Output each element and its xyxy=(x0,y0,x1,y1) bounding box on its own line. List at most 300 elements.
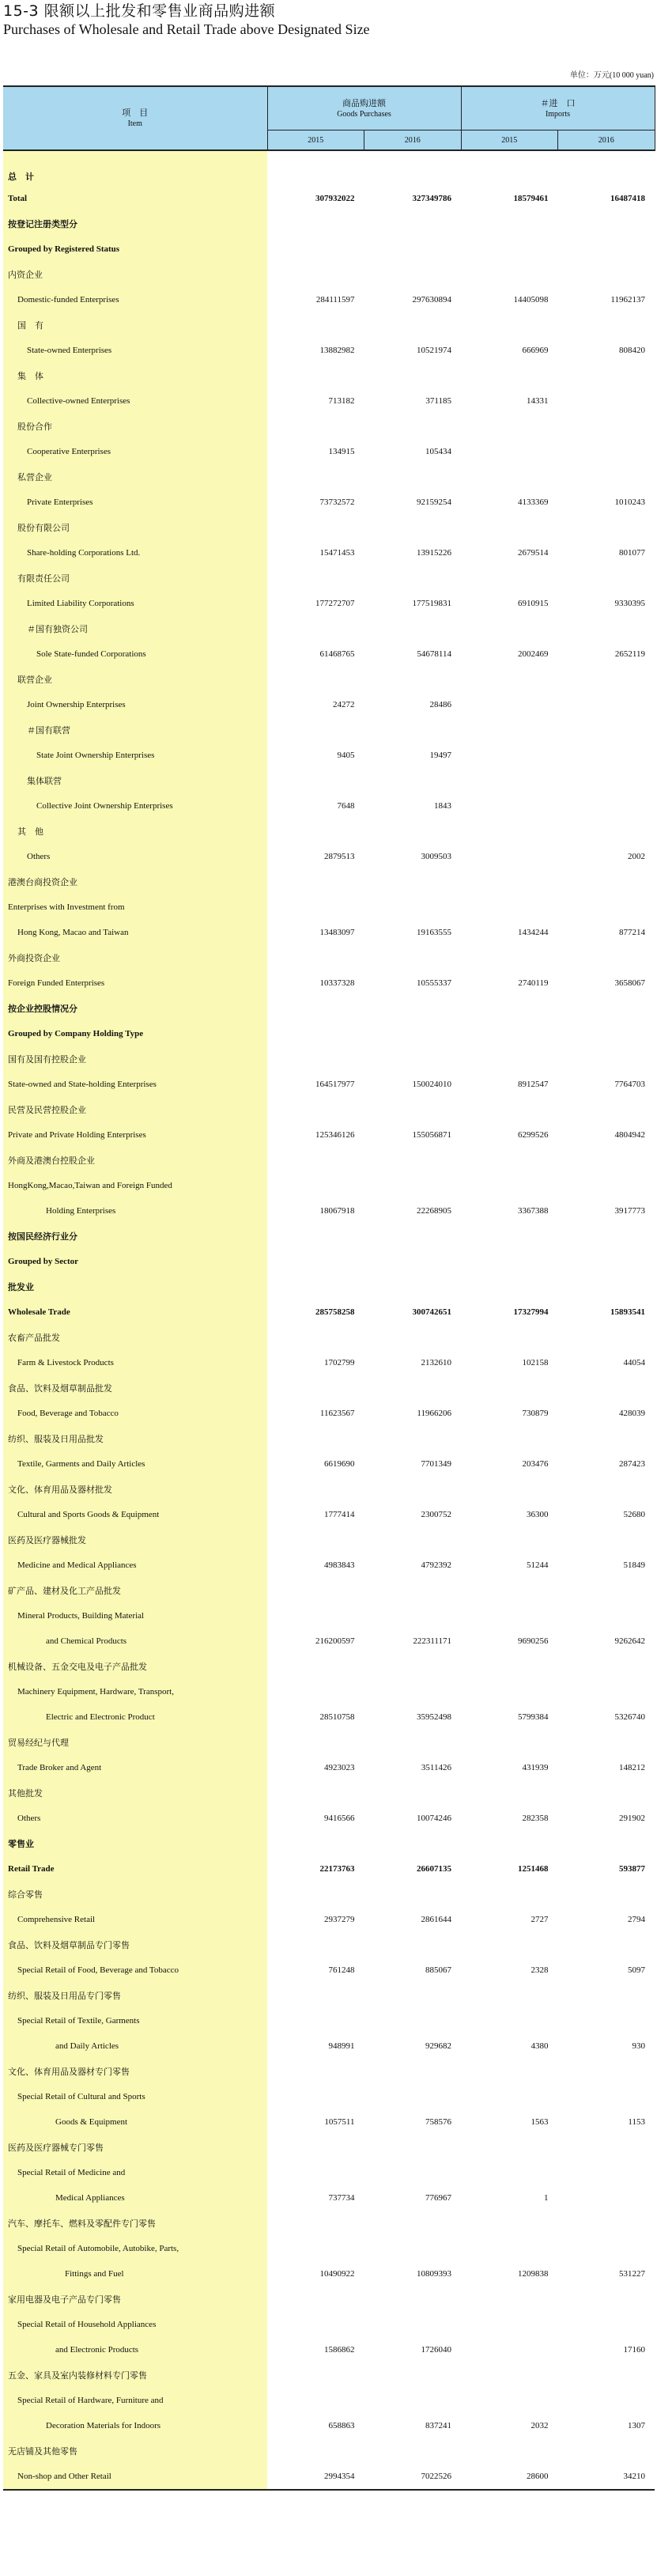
row-value: 1843 xyxy=(434,801,452,811)
table-row xyxy=(3,2008,655,2033)
row-label: Private Enterprises xyxy=(3,490,267,515)
table-row xyxy=(3,2312,655,2337)
row-value: 28510758 xyxy=(319,1712,355,1722)
row-label: 国有及国有控股企业 xyxy=(3,1046,267,1072)
row-label: Special Retail of Medicine and xyxy=(3,2160,267,2185)
table-row xyxy=(3,1907,655,1932)
row-value xyxy=(461,2160,558,2185)
table-row xyxy=(3,515,655,540)
row-value xyxy=(267,1325,364,1350)
table-row xyxy=(3,1198,655,1224)
row-label: 总 计 xyxy=(3,150,267,186)
row-value xyxy=(558,819,655,844)
row-value xyxy=(461,996,558,1021)
row-label: Share-holding Corporations Ltd. xyxy=(3,540,267,566)
row-value: 15893541 xyxy=(610,1307,646,1317)
row-value: 1057511 xyxy=(324,2117,355,2127)
row-value xyxy=(267,1578,364,1603)
row-value xyxy=(267,1148,364,1173)
row-value: 10337328 xyxy=(319,978,355,988)
row-value: 287423 xyxy=(619,1459,646,1469)
row-value xyxy=(558,2362,655,2388)
row-label: Grouped by Sector xyxy=(3,1249,267,1274)
row-value: 5799384 xyxy=(518,1712,549,1722)
row-value xyxy=(267,1679,364,1704)
table-row xyxy=(3,1730,655,1755)
row-value: 14331 xyxy=(527,396,549,406)
row-value xyxy=(558,1325,655,1350)
row-value: 134915 xyxy=(328,447,355,456)
row-label: Special Retail of Household Appliances xyxy=(3,2312,267,2337)
row-value xyxy=(558,2438,655,2464)
row-value xyxy=(364,1148,462,1173)
row-value xyxy=(461,2388,558,2413)
row-value xyxy=(267,1730,364,1755)
row-value xyxy=(267,236,364,262)
table-row xyxy=(3,1932,655,1958)
row-value xyxy=(461,1578,558,1603)
row-value xyxy=(558,1932,655,1958)
row-value xyxy=(461,312,558,338)
table-row xyxy=(3,1679,655,1704)
row-value: 73732572 xyxy=(319,497,355,507)
row-value: 203476 xyxy=(522,1459,549,1469)
table-row xyxy=(3,439,655,464)
table-body xyxy=(3,150,655,2490)
row-value xyxy=(461,566,558,591)
row-value xyxy=(267,996,364,1021)
table-row xyxy=(3,1831,655,1856)
row-value: 2132610 xyxy=(421,1358,452,1367)
table-row xyxy=(3,1553,655,1578)
row-value: 929682 xyxy=(425,2041,452,2051)
table-row xyxy=(3,464,655,490)
table-row xyxy=(3,2135,655,2160)
row-value xyxy=(364,945,462,970)
row-value xyxy=(558,566,655,591)
row-value xyxy=(461,844,558,869)
row-label: Private and Private Holding Enterprises xyxy=(3,1122,267,1148)
row-value xyxy=(461,2059,558,2084)
item-header-cn: 项 目 xyxy=(122,108,149,118)
row-value xyxy=(558,1046,655,1072)
row-value xyxy=(267,262,364,287)
row-value: 26607135 xyxy=(417,1864,452,1874)
row-value xyxy=(558,1274,655,1299)
row-value xyxy=(267,1983,364,2008)
table-row xyxy=(3,211,655,236)
row-value: 15471453 xyxy=(319,548,355,558)
row-value: 9416566 xyxy=(324,1814,355,1823)
row-value xyxy=(461,2312,558,2337)
row-value xyxy=(364,1882,462,1907)
item-column-header xyxy=(3,86,267,150)
row-value: 2994354 xyxy=(267,2464,364,2490)
row-value: 761248 xyxy=(328,1965,355,1975)
row-label: Sole State-funded Corporations xyxy=(3,641,267,667)
row-label: 文化、体育用品及器材专门零售 xyxy=(3,2059,267,2084)
row-value: 658863 xyxy=(328,2421,355,2430)
row-value: 11966206 xyxy=(417,1409,452,1418)
row-value xyxy=(558,2388,655,2413)
row-value xyxy=(267,1375,364,1401)
row-value xyxy=(364,1249,462,1274)
row-label: ＃国有联营 xyxy=(3,717,267,743)
table-row xyxy=(3,1654,655,1679)
row-label: 私营企业 xyxy=(3,464,267,490)
row-value xyxy=(461,1173,558,1198)
row-value xyxy=(461,1097,558,1122)
table-row xyxy=(3,1958,655,1983)
row-value xyxy=(364,2008,462,2033)
row-value xyxy=(364,262,462,287)
row-value xyxy=(364,2388,462,2413)
row-value: 9330395 xyxy=(614,599,646,608)
table-row xyxy=(3,970,655,996)
row-label: 零售业 xyxy=(3,1831,267,1856)
row-label: 港澳台商投资企业 xyxy=(3,869,267,895)
row-value: 1586862 xyxy=(324,2345,355,2355)
row-value: 4983843 xyxy=(324,1560,355,1570)
table-row xyxy=(3,1299,655,1325)
row-value: 737734 xyxy=(328,2193,355,2203)
row-value: 7701349 xyxy=(421,1459,452,1469)
row-label: Foreign Funded Enterprises xyxy=(3,970,267,996)
imports-header xyxy=(461,86,655,131)
row-value: 2032 xyxy=(531,2421,549,2430)
row-value: 300742651 xyxy=(412,1307,452,1317)
table-row xyxy=(3,1451,655,1477)
row-label: Limited Liability Corporations xyxy=(3,591,267,616)
row-value xyxy=(558,1375,655,1401)
row-value: 1434244 xyxy=(518,928,549,937)
row-value xyxy=(461,1730,558,1755)
row-value xyxy=(558,1882,655,1907)
row-label: and Chemical Products xyxy=(3,1628,267,1654)
row-label: 纺织、服装及日用品专门零售 xyxy=(3,1983,267,2008)
row-value xyxy=(558,1527,655,1553)
row-value xyxy=(461,945,558,970)
row-value: 44054 xyxy=(623,1358,646,1367)
table-row xyxy=(3,1502,655,1527)
row-value: 4380 xyxy=(531,2041,549,2051)
row-value xyxy=(267,2135,364,2160)
row-value: 6299526 xyxy=(518,1130,549,1140)
row-label: 其他批发 xyxy=(3,1780,267,1806)
row-value xyxy=(461,262,558,287)
row-value: 1010243 xyxy=(614,497,646,507)
row-value: 51244 xyxy=(527,1560,549,1570)
table-row xyxy=(3,1224,655,1249)
row-value: 371185 xyxy=(425,396,452,406)
row-value xyxy=(267,1426,364,1451)
table-row xyxy=(3,2033,655,2059)
row-value: 1209838 xyxy=(518,2269,549,2279)
table-row xyxy=(3,2211,655,2236)
table-row xyxy=(3,287,655,312)
row-label: 医药及医疗器械批发 xyxy=(3,1527,267,1553)
row-value: 102158 xyxy=(522,1358,549,1367)
row-label: 食品、饮料及烟草制品专门零售 xyxy=(3,1932,267,1958)
row-value xyxy=(267,1173,364,1198)
row-label: 有限责任公司 xyxy=(3,566,267,591)
row-label: 按国民经济行业分 xyxy=(3,1224,267,1249)
row-value xyxy=(558,1148,655,1173)
table-row xyxy=(3,1755,655,1780)
row-value: 177519831 xyxy=(412,599,452,608)
row-label: 家用电器及电子产品专门零售 xyxy=(3,2287,267,2312)
row-value xyxy=(267,768,364,793)
row-value xyxy=(461,869,558,895)
row-value xyxy=(364,363,462,388)
row-value: 297630894 xyxy=(412,295,452,305)
row-value xyxy=(364,869,462,895)
row-value xyxy=(267,2160,364,2185)
row-value: 10490922 xyxy=(319,2269,355,2279)
table-row xyxy=(3,743,655,768)
table-row xyxy=(3,312,655,338)
row-value: 54678114 xyxy=(417,649,452,659)
row-value xyxy=(364,1831,462,1856)
row-value xyxy=(558,895,655,920)
row-value xyxy=(558,1426,655,1451)
row-value xyxy=(558,1679,655,1704)
row-value xyxy=(267,819,364,844)
row-value: 307932022 xyxy=(315,194,355,203)
row-value xyxy=(364,236,462,262)
table-row xyxy=(3,1704,655,1730)
row-value: 282358 xyxy=(522,1814,549,1823)
row-value: 2740119 xyxy=(518,978,549,988)
row-value xyxy=(267,1603,364,1628)
row-value xyxy=(558,236,655,262)
row-label: Farm & Livestock Products xyxy=(3,1350,267,1375)
row-value xyxy=(267,2008,364,2033)
item-header-en: Item xyxy=(127,119,142,128)
row-value: 9405 xyxy=(337,751,355,760)
row-label: 纺织、服装及日用品批发 xyxy=(3,1426,267,1451)
row-value xyxy=(461,363,558,388)
row-value: 17160 xyxy=(623,2345,646,2355)
row-value: 7764703 xyxy=(614,1080,646,1089)
table-row xyxy=(3,1249,655,1274)
row-label: 批发业 xyxy=(3,1274,267,1299)
row-value: 531227 xyxy=(619,2269,646,2279)
row-value xyxy=(461,1249,558,1274)
row-value xyxy=(461,2008,558,2033)
row-label: Goods & Equipment xyxy=(3,2109,267,2135)
row-value: 2727 xyxy=(531,1915,549,1924)
row-value xyxy=(461,1426,558,1451)
table-row xyxy=(3,1806,655,1831)
row-value xyxy=(558,1173,655,1198)
row-value: 285758258 xyxy=(315,1307,355,1317)
row-value xyxy=(364,1932,462,1958)
row-value: 1702799 xyxy=(324,1358,355,1367)
row-value xyxy=(461,414,558,439)
table-row xyxy=(3,1148,655,1173)
row-value xyxy=(461,2287,558,2312)
row-label: Textile, Garments and Daily Articles xyxy=(3,1451,267,1477)
row-value: 284111597 xyxy=(315,295,355,305)
row-value: 885067 xyxy=(425,1965,452,1975)
row-value: 327349786 xyxy=(412,194,452,203)
row-value: 4923023 xyxy=(324,1763,355,1772)
row-value xyxy=(461,2211,558,2236)
row-value xyxy=(267,363,364,388)
table-row xyxy=(3,236,655,262)
row-value xyxy=(364,768,462,793)
table-row xyxy=(3,616,655,641)
row-value xyxy=(558,869,655,895)
row-value: 2679514 xyxy=(518,548,549,558)
table-row xyxy=(3,262,655,287)
row-value xyxy=(364,1654,462,1679)
row-value: 14405098 xyxy=(513,295,549,305)
row-value: 2002 xyxy=(628,852,646,861)
row-label: ＃国有独资公司 xyxy=(3,616,267,641)
table-row xyxy=(3,920,655,945)
row-label: State-owned Enterprises xyxy=(3,338,267,363)
row-label: 外商及港澳台控股企业 xyxy=(3,1148,267,1173)
row-value: 7648 xyxy=(337,801,355,811)
row-value xyxy=(364,2084,462,2109)
row-value xyxy=(364,1730,462,1755)
row-value xyxy=(461,717,558,743)
row-label: 文化、体育用品及器材批发 xyxy=(3,1477,267,1502)
table-row xyxy=(3,1325,655,1350)
row-value: 713182 xyxy=(328,396,355,406)
row-value xyxy=(364,2160,462,2185)
table-row xyxy=(3,2438,655,2464)
row-value xyxy=(364,2236,462,2261)
row-value: 758576 xyxy=(425,2117,452,2127)
row-value xyxy=(461,515,558,540)
row-label: Comprehensive Retail xyxy=(3,1907,267,1932)
row-value: 22173763 xyxy=(319,1864,355,1874)
row-value: 36300 xyxy=(527,1510,549,1519)
row-value: 3917773 xyxy=(614,1206,646,1216)
row-value xyxy=(461,236,558,262)
row-value: 1777414 xyxy=(324,1510,355,1519)
row-value xyxy=(558,616,655,641)
table-row xyxy=(3,591,655,616)
row-label: Retail Trade xyxy=(3,1856,267,1882)
row-label: HongKong,Macao,Taiwan and Foreign Funded xyxy=(3,1173,267,1198)
row-value: 2002469 xyxy=(518,649,549,659)
row-value: 2794 xyxy=(628,1915,646,1924)
row-value xyxy=(267,2236,364,2261)
row-value xyxy=(267,2438,364,2464)
year-header: 2015 xyxy=(461,131,558,151)
row-value xyxy=(461,1654,558,1679)
row-value xyxy=(364,1274,462,1299)
table-row xyxy=(3,2236,655,2261)
row-value xyxy=(558,2312,655,2337)
row-value xyxy=(461,2362,558,2388)
row-value xyxy=(267,1780,364,1806)
table-row xyxy=(3,768,655,793)
row-value xyxy=(267,150,364,186)
row-label: Domestic-funded Enterprises xyxy=(3,287,267,312)
row-value: 1563 xyxy=(531,2117,549,2127)
row-value xyxy=(267,2211,364,2236)
row-value xyxy=(461,667,558,692)
row-label: Fittings and Fuel xyxy=(3,2261,267,2287)
row-value: 6910915 xyxy=(518,599,549,608)
row-label: Joint Ownership Enterprises xyxy=(3,692,267,717)
row-value xyxy=(364,996,462,1021)
table-row xyxy=(3,540,655,566)
row-value xyxy=(558,2160,655,2185)
table-row xyxy=(3,641,655,667)
row-value xyxy=(267,1224,364,1249)
table-row xyxy=(3,2059,655,2084)
row-value xyxy=(558,1097,655,1122)
row-value xyxy=(461,464,558,490)
row-label: Special Retail of Food, Beverage and Tobacco xyxy=(3,1958,267,1983)
row-label: 外商投资企业 xyxy=(3,945,267,970)
row-value xyxy=(461,743,558,768)
table-row xyxy=(3,1401,655,1426)
row-value: 24272 xyxy=(333,700,355,709)
row-value xyxy=(558,1603,655,1628)
table-row xyxy=(3,844,655,869)
row-value: 34210 xyxy=(558,2464,655,2490)
row-label: 股份有限公司 xyxy=(3,515,267,540)
row-value: 431939 xyxy=(522,1763,549,1772)
row-value: 4792392 xyxy=(421,1560,452,1570)
row-label: 内资企业 xyxy=(3,262,267,287)
row-value: 730879 xyxy=(522,1409,549,1418)
row-label: 无店铺及其他零售 xyxy=(3,2438,267,2464)
purchases-table xyxy=(3,85,655,2491)
row-value xyxy=(364,1325,462,1350)
row-value: 1307 xyxy=(628,2421,646,2430)
page-title-cn: 15-3 限额以上批发和零售业商品购进额 xyxy=(3,2,276,20)
row-label: Grouped by Company Holding Type xyxy=(3,1021,267,1046)
row-label: 医药及医疗器械专门零售 xyxy=(3,2135,267,2160)
row-value xyxy=(364,1173,462,1198)
page-title-en: Purchases of Wholesale and Retail Trade above Designated Size xyxy=(3,21,370,37)
table-row xyxy=(3,1983,655,2008)
row-value xyxy=(461,1148,558,1173)
row-value: 11623567 xyxy=(319,1409,355,1418)
row-value xyxy=(267,667,364,692)
row-label: 集 体 xyxy=(3,363,267,388)
row-label: Food, Beverage and Tobacco xyxy=(3,1401,267,1426)
row-value xyxy=(267,1249,364,1274)
row-value: 9262642 xyxy=(614,1636,646,1646)
row-value xyxy=(364,1224,462,1249)
row-value xyxy=(267,1274,364,1299)
table-row xyxy=(3,2337,655,2362)
row-value xyxy=(364,464,462,490)
row-label: 联营企业 xyxy=(3,667,267,692)
year-header: 2016 xyxy=(364,131,462,151)
row-value xyxy=(364,1426,462,1451)
row-value: 61468765 xyxy=(319,649,355,659)
row-value xyxy=(267,945,364,970)
row-value: 28600 xyxy=(461,2464,558,2490)
row-value xyxy=(364,1983,462,2008)
row-value xyxy=(558,439,655,464)
row-value xyxy=(267,2059,364,2084)
row-value xyxy=(364,2059,462,2084)
row-value xyxy=(558,414,655,439)
row-value: 35952498 xyxy=(417,1712,452,1722)
row-value xyxy=(364,2287,462,2312)
